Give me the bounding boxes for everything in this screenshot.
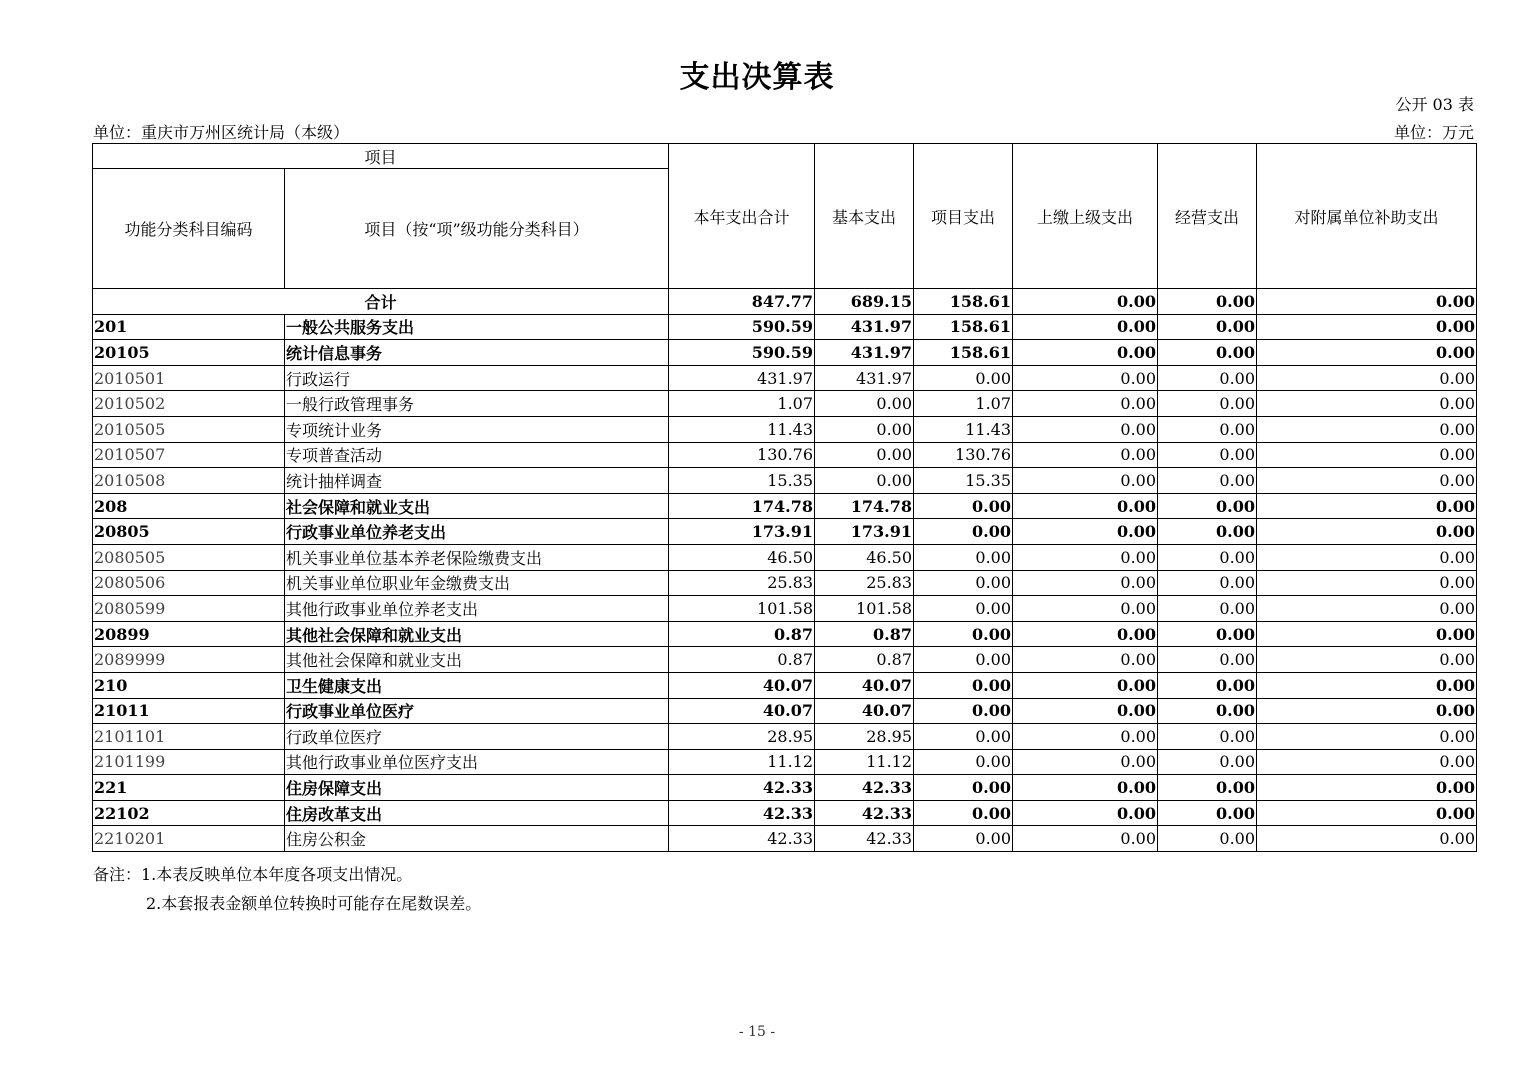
row-name: 行政单位医疗 (285, 724, 669, 750)
table-row (93, 468, 1477, 494)
row-value: 0.00 (1013, 647, 1158, 673)
total-value: 158.61 (914, 289, 1013, 315)
row-value: 590.59 (669, 340, 815, 366)
row-value: 0.00 (815, 468, 914, 494)
header-code: 功能分类科目编码 (93, 169, 285, 289)
row-name: 机关事业单位职业年金缴费支出 (285, 570, 669, 596)
table-row (93, 775, 1477, 801)
row-name: 住房公积金 (285, 826, 669, 852)
row-value: 0.00 (1013, 442, 1158, 468)
row-value: 0.00 (1013, 468, 1158, 494)
row-code: 2010501 (93, 365, 285, 391)
total-value: 0.00 (1257, 289, 1477, 315)
header-superior: 上缴上级支出 (1013, 144, 1158, 289)
row-name: 一般公共服务支出 (285, 314, 669, 340)
row-value: 0.00 (1257, 519, 1477, 545)
row-value: 42.33 (669, 775, 815, 801)
header-subsidy: 对附属单位补助支出 (1257, 144, 1477, 289)
row-value: 0.87 (815, 621, 914, 647)
row-value: 0.00 (1158, 698, 1257, 724)
row-value: 42.33 (669, 800, 815, 826)
header-name: 项目（按“项”级功能分类科目） (285, 169, 669, 289)
row-value: 101.58 (815, 596, 914, 622)
row-value: 0.00 (1158, 365, 1257, 391)
row-value: 0.00 (1158, 416, 1257, 442)
row-value: 0.00 (914, 365, 1013, 391)
header-business: 经营支出 (1158, 144, 1257, 289)
table-row (93, 800, 1477, 826)
row-value: 0.00 (1013, 493, 1158, 519)
row-value: 0.00 (1158, 647, 1257, 673)
table-row (93, 416, 1477, 442)
row-value: 0.00 (1257, 775, 1477, 801)
row-value: 0.00 (914, 724, 1013, 750)
row-name: 住房改革支出 (285, 800, 669, 826)
row-value: 0.00 (1257, 826, 1477, 852)
row-value: 130.76 (669, 442, 815, 468)
row-value: 0.00 (1013, 826, 1158, 852)
row-value: 42.33 (815, 775, 914, 801)
row-value: 0.00 (1257, 647, 1477, 673)
table-row (93, 519, 1477, 545)
header-project: 项目支出 (914, 144, 1013, 289)
table-body (93, 289, 1477, 852)
row-value: 0.00 (1257, 698, 1477, 724)
row-name: 其他社会保障和就业支出 (285, 621, 669, 647)
row-value: 40.07 (669, 698, 815, 724)
row-value: 0.00 (914, 672, 1013, 698)
row-value: 0.00 (1257, 570, 1477, 596)
row-code: 2010508 (93, 468, 285, 494)
row-value: 40.07 (669, 672, 815, 698)
page-number: - 15 - (738, 1024, 776, 1040)
row-value: 15.35 (914, 468, 1013, 494)
table-row (93, 647, 1477, 673)
row-value: 158.61 (914, 314, 1013, 340)
table-row (93, 365, 1477, 391)
row-value: 0.87 (669, 647, 815, 673)
table-row (93, 340, 1477, 366)
row-value: 0.00 (1013, 519, 1158, 545)
row-value: 1.07 (669, 391, 815, 417)
row-value: 590.59 (669, 314, 815, 340)
row-value: 0.00 (1257, 800, 1477, 826)
row-value: 28.95 (815, 724, 914, 750)
row-value: 40.07 (815, 672, 914, 698)
row-value: 0.00 (1257, 749, 1477, 775)
row-value: 0.00 (914, 775, 1013, 801)
row-code: 201 (93, 314, 285, 340)
row-value: 431.97 (669, 365, 815, 391)
row-value: 0.00 (1257, 468, 1477, 494)
table-row (93, 544, 1477, 570)
row-value: 0.00 (815, 391, 914, 417)
row-value: 1.07 (914, 391, 1013, 417)
row-value: 0.00 (914, 544, 1013, 570)
table-row (93, 672, 1477, 698)
row-value: 0.00 (1013, 749, 1158, 775)
row-name: 行政事业单位医疗 (285, 698, 669, 724)
row-value: 0.00 (914, 519, 1013, 545)
row-value: 0.00 (1158, 800, 1257, 826)
row-code: 210 (93, 672, 285, 698)
row-name: 行政事业单位养老支出 (285, 519, 669, 545)
row-name: 社会保障和就业支出 (285, 493, 669, 519)
row-value: 0.00 (1257, 442, 1477, 468)
row-value: 174.78 (815, 493, 914, 519)
row-value: 130.76 (914, 442, 1013, 468)
row-value: 0.00 (914, 596, 1013, 622)
table-row (93, 749, 1477, 775)
header-item-group: 项目 (93, 144, 669, 169)
currency-unit: 单位：万元 (1393, 123, 1474, 142)
total-value: 847.77 (669, 289, 815, 315)
row-value: 0.87 (669, 621, 815, 647)
row-name: 行政运行 (285, 365, 669, 391)
row-name: 其他社会保障和就业支出 (285, 647, 669, 673)
row-value: 11.12 (669, 749, 815, 775)
row-name: 专项统计业务 (285, 416, 669, 442)
row-name: 其他行政事业单位医疗支出 (285, 749, 669, 775)
table-row (93, 314, 1477, 340)
row-value: 11.12 (815, 749, 914, 775)
table-row (93, 391, 1477, 417)
row-code: 2080505 (93, 544, 285, 570)
row-value: 0.00 (1158, 749, 1257, 775)
row-value: 0.00 (1158, 570, 1257, 596)
row-code: 208 (93, 493, 285, 519)
row-code: 2089999 (93, 647, 285, 673)
row-value: 0.00 (914, 621, 1013, 647)
row-code: 221 (93, 775, 285, 801)
row-value: 0.00 (1158, 468, 1257, 494)
table-row (93, 724, 1477, 750)
row-name: 一般行政管理事务 (285, 391, 669, 417)
row-value: 0.00 (1158, 314, 1257, 340)
row-value: 0.00 (1013, 391, 1158, 417)
row-value: 42.33 (669, 826, 815, 852)
row-value: 0.00 (914, 698, 1013, 724)
row-name: 统计信息事务 (285, 340, 669, 366)
row-value: 0.00 (1013, 416, 1158, 442)
row-value: 0.00 (1158, 596, 1257, 622)
total-value: 0.00 (1013, 289, 1158, 315)
row-code: 2010505 (93, 416, 285, 442)
row-code: 20899 (93, 621, 285, 647)
row-code: 2210201 (93, 826, 285, 852)
row-value: 431.97 (815, 314, 914, 340)
row-value: 0.00 (914, 493, 1013, 519)
row-value: 0.00 (1257, 340, 1477, 366)
table-row (93, 596, 1477, 622)
row-value: 0.00 (914, 749, 1013, 775)
row-value: 0.00 (1158, 519, 1257, 545)
row-code: 2101199 (93, 749, 285, 775)
row-value: 0.00 (1013, 698, 1158, 724)
row-value: 0.00 (1013, 621, 1158, 647)
row-value: 0.00 (1158, 340, 1257, 366)
row-name: 其他行政事业单位养老支出 (285, 596, 669, 622)
row-value: 431.97 (815, 365, 914, 391)
row-code: 2080506 (93, 570, 285, 596)
row-value: 0.00 (914, 570, 1013, 596)
row-value: 0.00 (1257, 672, 1477, 698)
row-value: 0.00 (1158, 544, 1257, 570)
row-value: 25.83 (669, 570, 815, 596)
row-value: 0.00 (1158, 621, 1257, 647)
row-value: 431.97 (815, 340, 914, 366)
table-row (93, 826, 1477, 852)
row-value: 0.00 (1257, 493, 1477, 519)
reporting-unit: 单位：重庆市万州区统计局（本级） (93, 123, 350, 142)
row-code: 22102 (93, 800, 285, 826)
row-value: 0.00 (1013, 672, 1158, 698)
row-value: 0.00 (1013, 314, 1158, 340)
row-value: 173.91 (815, 519, 914, 545)
row-value: 46.50 (815, 544, 914, 570)
row-value: 42.33 (815, 800, 914, 826)
row-value: 0.00 (1013, 365, 1158, 391)
row-value: 40.07 (815, 698, 914, 724)
notes (93, 860, 481, 918)
row-value: 46.50 (669, 544, 815, 570)
expenditure-table (92, 143, 1477, 852)
row-name: 卫生健康支出 (285, 672, 669, 698)
row-value: 0.00 (1158, 724, 1257, 750)
row-value: 25.83 (815, 570, 914, 596)
row-value: 0.00 (1013, 724, 1158, 750)
row-value: 0.00 (1257, 621, 1477, 647)
row-value: 0.00 (1257, 596, 1477, 622)
row-value: 0.00 (1257, 544, 1477, 570)
row-code: 2010507 (93, 442, 285, 468)
row-code: 2010502 (93, 391, 285, 417)
row-code: 2080599 (93, 596, 285, 622)
row-value: 0.00 (1013, 596, 1158, 622)
total-value: 0.00 (1158, 289, 1257, 315)
row-name: 住房保障支出 (285, 775, 669, 801)
row-value: 0.00 (914, 826, 1013, 852)
row-value: 0.00 (1257, 416, 1477, 442)
table-row (93, 621, 1477, 647)
row-name: 专项普查活动 (285, 442, 669, 468)
row-value: 0.00 (1257, 391, 1477, 417)
row-name: 机关事业单位基本养老保险缴费支出 (285, 544, 669, 570)
table-row (93, 570, 1477, 596)
row-value: 158.61 (914, 340, 1013, 366)
form-number: 公开 03 表 (1395, 95, 1474, 114)
total-row (93, 289, 1477, 315)
row-value: 0.00 (1013, 340, 1158, 366)
row-value: 0.00 (815, 442, 914, 468)
row-value: 0.00 (1158, 826, 1257, 852)
table-row (93, 698, 1477, 724)
row-value: 15.35 (669, 468, 815, 494)
row-value: 0.00 (1013, 570, 1158, 596)
row-value: 0.00 (1257, 724, 1477, 750)
row-value: 101.58 (669, 596, 815, 622)
row-value: 0.00 (1158, 775, 1257, 801)
row-value: 174.78 (669, 493, 815, 519)
row-value: 0.00 (1013, 775, 1158, 801)
note-line-2: 2.本套报表金额单位转换时可能存在尾数误差。 (146, 894, 482, 913)
row-value: 0.87 (815, 647, 914, 673)
row-value: 0.00 (1158, 493, 1257, 519)
row-value: 0.00 (1257, 314, 1477, 340)
row-value: 11.43 (669, 416, 815, 442)
row-value: 173.91 (669, 519, 815, 545)
row-value: 0.00 (914, 800, 1013, 826)
row-value: 11.43 (914, 416, 1013, 442)
row-value: 0.00 (815, 416, 914, 442)
row-code: 20105 (93, 340, 285, 366)
row-value: 0.00 (1158, 391, 1257, 417)
row-name: 统计抽样调查 (285, 468, 669, 494)
table-row (93, 493, 1477, 519)
row-value: 0.00 (1158, 672, 1257, 698)
row-code: 2101101 (93, 724, 285, 750)
row-code: 20805 (93, 519, 285, 545)
table-row (93, 442, 1477, 468)
total-label: 合计 (93, 289, 669, 315)
row-value: 0.00 (914, 647, 1013, 673)
note-line-1: 备注：1.本表反映单位本年度各项支出情况。 (93, 865, 413, 884)
row-value: 0.00 (1158, 442, 1257, 468)
row-value: 0.00 (1013, 544, 1158, 570)
total-value: 689.15 (815, 289, 914, 315)
row-value: 0.00 (1257, 365, 1477, 391)
row-code: 21011 (93, 698, 285, 724)
header-basic: 基本支出 (815, 144, 914, 289)
page-title: 支出决算表 (679, 60, 835, 95)
row-value: 0.00 (1013, 800, 1158, 826)
header-total: 本年支出合计 (669, 144, 815, 289)
row-value: 42.33 (815, 826, 914, 852)
row-value: 28.95 (669, 724, 815, 750)
